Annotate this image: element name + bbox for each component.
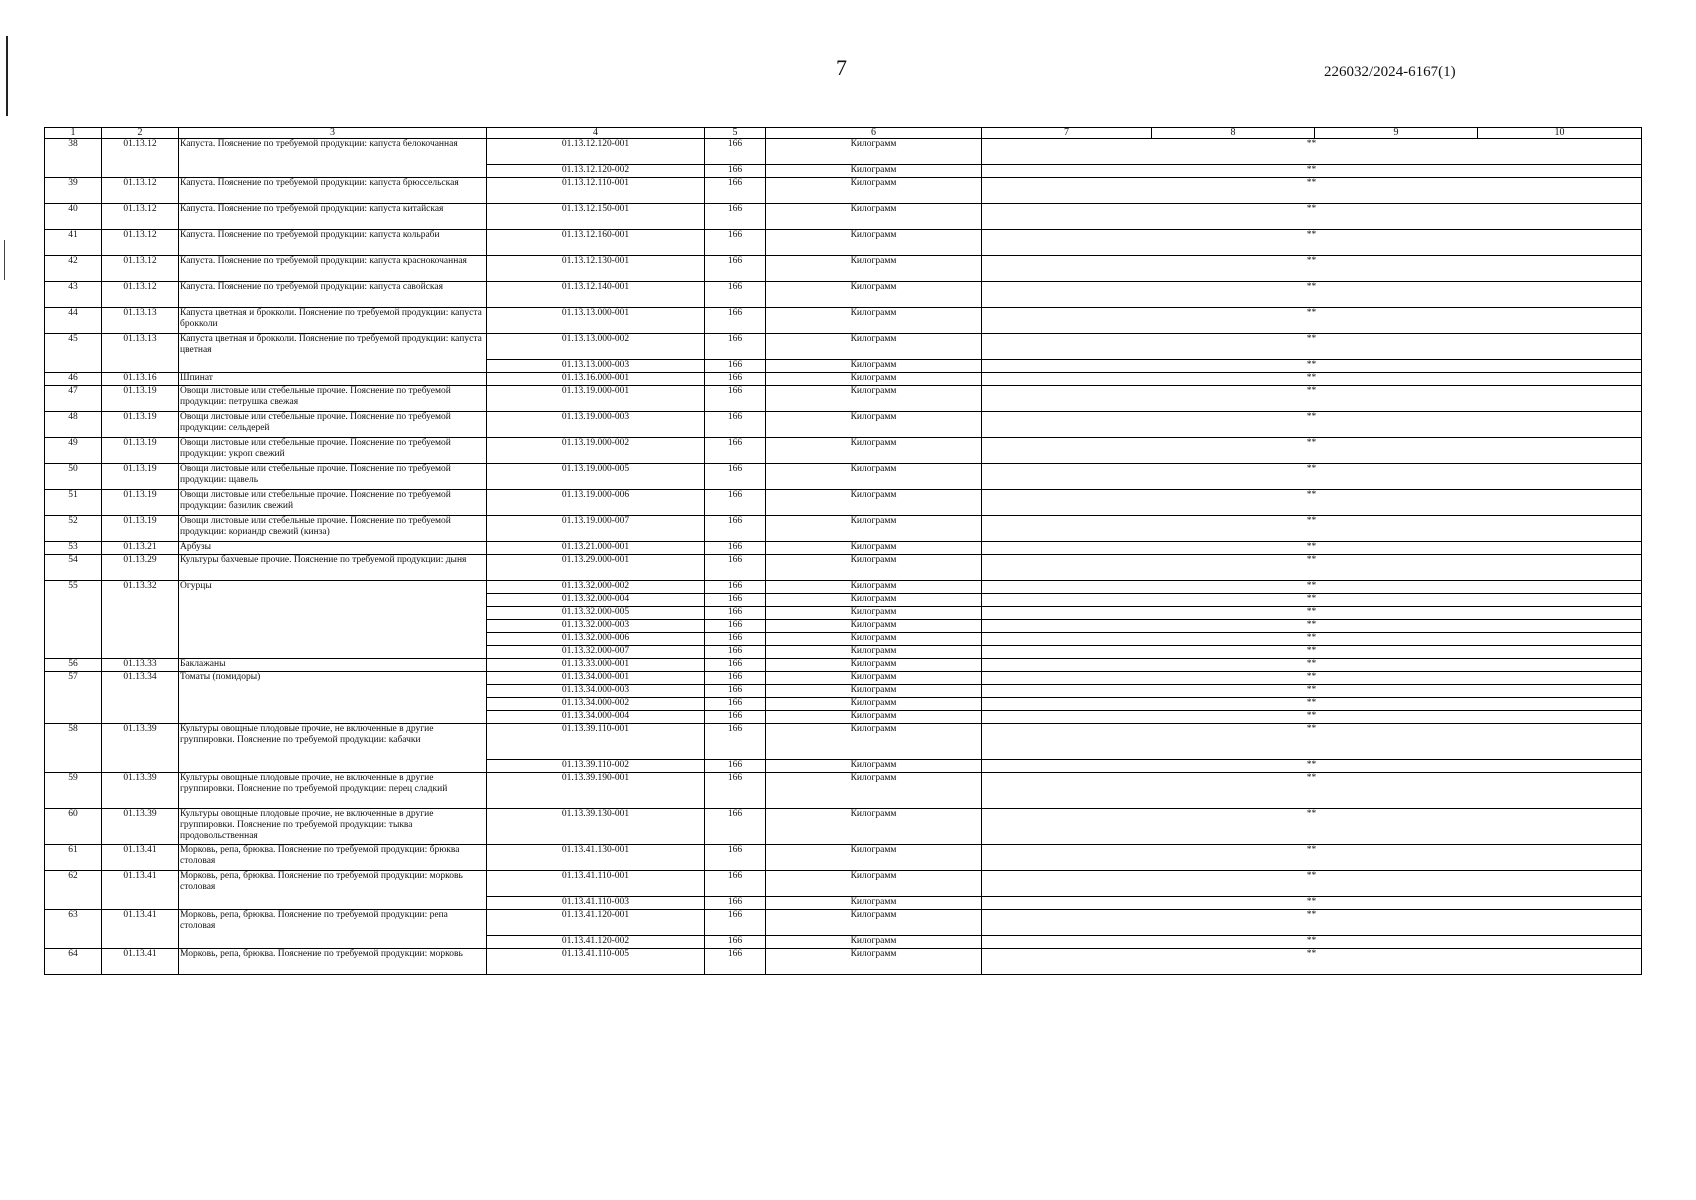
row-number: 40 [45,204,102,230]
okpd-code: 01.13.19 [102,490,179,516]
product-description: Шпинат [179,373,487,386]
requirement-mark: ** [982,685,1642,698]
product-description: Капуста. Пояснение по требуемой продукции: капуста краснокочанная [179,256,487,282]
okpd-code: 01.13.21 [102,542,179,555]
okpd-code: 01.13.19 [102,438,179,464]
unit-name: Килограмм [766,282,982,308]
ktru-code: 01.13.16.000-001 [487,373,705,386]
unit-code: 166 [705,282,766,308]
table-row [45,256,1642,282]
unit-code: 166 [705,646,766,659]
unit-name: Килограмм [766,685,982,698]
ktru-code: 01.13.19.000-005 [487,464,705,490]
unit-code: 166 [705,594,766,607]
unit-name: Килограмм [766,308,982,334]
ktru-code: 01.13.39.110-001 [487,724,705,760]
requirement-mark: ** [982,373,1642,386]
unit-name: Килограмм [766,773,982,809]
requirement-mark: ** [982,936,1642,949]
unit-code: 166 [705,845,766,871]
unit-name: Килограмм [766,845,982,871]
okpd-code: 01.13.12 [102,256,179,282]
okpd-code: 01.13.41 [102,871,179,910]
unit-name: Килограмм [766,581,982,594]
column-header: 6 [766,128,982,139]
unit-code: 166 [705,386,766,412]
unit-code: 166 [705,773,766,809]
product-description: Капуста цветная и брокколи. Пояснение по требуемой продукции: капуста брокколи [179,308,487,334]
requirement-mark: ** [982,809,1642,845]
unit-code: 166 [705,607,766,620]
product-description: Капуста. Пояснение по требуемой продукции: капуста савойская [179,282,487,308]
okpd-code: 01.13.41 [102,949,179,975]
row-number: 43 [45,282,102,308]
okpd-code: 01.13.41 [102,845,179,871]
ktru-code: 01.13.32.000-006 [487,633,705,646]
ktru-code: 01.13.41.110-001 [487,871,705,897]
table-body [45,139,1642,975]
column-header: 10 [1478,128,1642,139]
requirement-mark: ** [982,594,1642,607]
unit-code: 166 [705,871,766,897]
unit-code: 166 [705,230,766,256]
table-row [45,949,1642,975]
okpd-code: 01.13.19 [102,412,179,438]
product-description: Капуста цветная и брокколи. Пояснение по требуемой продукции: капуста цветная [179,334,487,373]
ktru-code: 01.13.39.110-002 [487,760,705,773]
ktru-code: 01.13.19.000-003 [487,412,705,438]
unit-name: Килограмм [766,139,982,165]
requirement-mark: ** [982,897,1642,910]
requirement-mark: ** [982,620,1642,633]
ktru-code: 01.13.39.130-001 [487,809,705,845]
unit-name: Килограмм [766,659,982,672]
ktru-code: 01.13.39.190-001 [487,773,705,809]
ktru-code: 01.13.12.120-002 [487,165,705,178]
row-number: 57 [45,672,102,724]
product-description: Морковь, репа, брюква. Пояснение по требуемой продукции: репа столовая [179,910,487,949]
okpd-code: 01.13.13 [102,308,179,334]
okpd-code: 01.13.41 [102,910,179,949]
ktru-code: 01.13.13.000-001 [487,308,705,334]
column-header: 7 [982,128,1152,139]
row-number: 56 [45,659,102,672]
unit-name: Килограмм [766,760,982,773]
unit-name: Килограмм [766,412,982,438]
ktru-code: 01.13.34.000-003 [487,685,705,698]
ktru-code: 01.13.34.000-002 [487,698,705,711]
unit-code: 166 [705,412,766,438]
table-row [45,809,1642,845]
row-number: 62 [45,871,102,910]
product-description: Овощи листовые или стебельные прочие. Пояснение по требуемой продукции: кориандр свежий (кинза) [179,516,487,542]
unit-code: 166 [705,897,766,910]
product-description: Томаты (помидоры) [179,672,487,724]
requirement-mark: ** [982,308,1642,334]
row-number: 48 [45,412,102,438]
unit-name: Килограмм [766,516,982,542]
unit-name: Килограмм [766,711,982,724]
table-row [45,659,1642,672]
table-row [45,373,1642,386]
requirement-mark: ** [982,845,1642,871]
table-row [45,845,1642,871]
unit-code: 166 [705,633,766,646]
row-number: 51 [45,490,102,516]
row-number: 41 [45,230,102,256]
table-row [45,308,1642,334]
requirement-mark: ** [982,724,1642,760]
unit-code: 166 [705,809,766,845]
requirement-mark: ** [982,204,1642,230]
unit-code: 166 [705,516,766,542]
ktru-code: 01.13.32.000-002 [487,581,705,594]
column-header: 3 [179,128,487,139]
row-number: 53 [45,542,102,555]
requirement-mark: ** [982,438,1642,464]
table-row [45,871,1642,897]
row-number: 50 [45,464,102,490]
document-reference: 226032/2024-6167(1) [1324,64,1456,80]
product-description: Морковь, репа, брюква. Пояснение по требуемой продукции: брюква столовая [179,845,487,871]
unit-name: Килограмм [766,386,982,412]
unit-code: 166 [705,685,766,698]
okpd-code: 01.13.12 [102,139,179,178]
row-number: 42 [45,256,102,282]
unit-name: Килограмм [766,373,982,386]
row-number: 61 [45,845,102,871]
ktru-code: 01.13.12.150-001 [487,204,705,230]
row-number: 64 [45,949,102,975]
ktru-code: 01.13.32.000-007 [487,646,705,659]
row-number: 49 [45,438,102,464]
product-description: Культуры овощные плодовые прочие, не включенные в другие группировки. Пояснение по требуемой продукции: перец сладкий [179,773,487,809]
requirement-mark: ** [982,760,1642,773]
ktru-code: 01.13.41.130-001 [487,845,705,871]
unit-code: 166 [705,373,766,386]
unit-name: Килограмм [766,871,982,897]
product-description: Капуста. Пояснение по требуемой продукции: капуста брюссельская [179,178,487,204]
ktru-code: 01.13.32.000-003 [487,620,705,633]
okpd-code: 01.13.39 [102,809,179,845]
ktru-code: 01.13.19.000-002 [487,438,705,464]
unit-code: 166 [705,360,766,373]
ktru-code: 01.13.34.000-001 [487,672,705,685]
requirement-mark: ** [982,282,1642,308]
unit-code: 166 [705,178,766,204]
unit-code: 166 [705,724,766,760]
column-header: 2 [102,128,179,139]
unit-code: 166 [705,760,766,773]
ktru-code: 01.13.41.120-001 [487,910,705,936]
table-row [45,724,1642,760]
requirement-mark: ** [982,555,1642,581]
unit-code: 166 [705,204,766,230]
ktru-code: 01.13.41.120-002 [487,936,705,949]
requirement-mark: ** [982,139,1642,165]
requirement-mark: ** [982,910,1642,936]
product-description: Огурцы [179,581,487,659]
unit-name: Килограмм [766,542,982,555]
unit-name: Килограмм [766,897,982,910]
unit-code: 166 [705,438,766,464]
product-description: Овощи листовые или стебельные прочие. Пояснение по требуемой продукции: сельдерей [179,412,487,438]
ktru-code: 01.13.12.140-001 [487,282,705,308]
requirement-mark: ** [982,334,1642,360]
product-description: Культуры овощные плодовые прочие, не включенные в другие группировки. Пояснение по требуемой продукции: тыква продовольственная [179,809,487,845]
product-description: Культуры овощные плодовые прочие, не включенные в другие группировки. Пояснение по требуемой продукции: кабачки [179,724,487,773]
product-description: Овощи листовые или стебельные прочие. Пояснение по требуемой продукции: петрушка свежая [179,386,487,412]
okpd-code: 01.13.19 [102,464,179,490]
row-number: 46 [45,373,102,386]
table-row [45,910,1642,936]
ktru-code: 01.13.13.000-003 [487,360,705,373]
ktru-code: 01.13.41.110-003 [487,897,705,910]
table-row [45,386,1642,412]
unit-name: Килограмм [766,607,982,620]
requirement-mark: ** [982,672,1642,685]
unit-code: 166 [705,308,766,334]
unit-name: Килограмм [766,724,982,760]
requirement-mark: ** [982,386,1642,412]
okpd-code: 01.13.12 [102,204,179,230]
requirement-mark: ** [982,165,1642,178]
unit-code: 166 [705,256,766,282]
okpd-code: 01.13.19 [102,386,179,412]
product-description: Арбузы [179,542,487,555]
ktru-code: 01.13.32.000-005 [487,607,705,620]
unit-name: Килограмм [766,620,982,633]
requirement-mark: ** [982,659,1642,672]
requirement-mark: ** [982,516,1642,542]
table-row [45,334,1642,360]
okpd-code: 01.13.19 [102,516,179,542]
requirement-mark: ** [982,607,1642,620]
unit-name: Килограмм [766,438,982,464]
table-row [45,555,1642,581]
unit-name: Килограмм [766,949,982,975]
scan-edge-mark [4,240,5,280]
row-number: 55 [45,581,102,659]
row-number: 59 [45,773,102,809]
okpd-code: 01.13.39 [102,724,179,773]
product-description: Баклажаны [179,659,487,672]
column-header: 9 [1315,128,1478,139]
unit-name: Килограмм [766,646,982,659]
okpd-code: 01.13.39 [102,773,179,809]
unit-name: Килограмм [766,178,982,204]
requirement-mark: ** [982,633,1642,646]
ktru-code: 01.13.21.000-001 [487,542,705,555]
unit-code: 166 [705,910,766,936]
ktru-code: 01.13.33.000-001 [487,659,705,672]
unit-name: Килограмм [766,809,982,845]
table-row [45,464,1642,490]
row-number: 58 [45,724,102,773]
table-row [45,542,1642,555]
table-row [45,438,1642,464]
products-table [44,127,1642,975]
product-description: Овощи листовые или стебельные прочие. Пояснение по требуемой продукции: щавель [179,464,487,490]
unit-code: 166 [705,542,766,555]
table-row [45,773,1642,809]
ktru-code: 01.13.32.000-004 [487,594,705,607]
table-row [45,412,1642,438]
table-row [45,178,1642,204]
ktru-code: 01.13.41.110-005 [487,949,705,975]
ktru-code: 01.13.12.160-001 [487,230,705,256]
okpd-code: 01.13.12 [102,230,179,256]
unit-code: 166 [705,659,766,672]
ktru-code: 01.13.12.110-001 [487,178,705,204]
scan-edge-mark [6,36,8,116]
product-description: Овощи листовые или стебельные прочие. Пояснение по требуемой продукции: базилик свежий [179,490,487,516]
column-header: 8 [1152,128,1315,139]
unit-code: 166 [705,555,766,581]
table-row [45,282,1642,308]
row-number: 39 [45,178,102,204]
unit-name: Килограмм [766,334,982,360]
column-header: 4 [487,128,705,139]
page-number: 7 [836,55,847,80]
okpd-code: 01.13.29 [102,555,179,581]
unit-code: 166 [705,334,766,360]
unit-code: 166 [705,620,766,633]
header-row [45,128,1642,139]
unit-code: 166 [705,139,766,165]
column-header: 1 [45,128,102,139]
unit-name: Килограмм [766,360,982,373]
requirement-mark: ** [982,646,1642,659]
requirement-mark: ** [982,581,1642,594]
product-description: Капуста. Пояснение по требуемой продукции: капуста китайская [179,204,487,230]
unit-name: Килограмм [766,464,982,490]
ktru-code: 01.13.34.000-004 [487,711,705,724]
product-description: Овощи листовые или стебельные прочие. Пояснение по требуемой продукции: укроп свежий [179,438,487,464]
row-number: 45 [45,334,102,373]
table-row [45,581,1642,594]
unit-name: Килограмм [766,230,982,256]
row-number: 52 [45,516,102,542]
unit-name: Килограмм [766,672,982,685]
okpd-code: 01.13.33 [102,659,179,672]
unit-name: Килограмм [766,555,982,581]
requirement-mark: ** [982,412,1642,438]
unit-name: Килограмм [766,910,982,936]
table-row [45,516,1642,542]
unit-name: Килограмм [766,256,982,282]
table-row [45,230,1642,256]
requirement-mark: ** [982,464,1642,490]
requirement-mark: ** [982,871,1642,897]
unit-code: 166 [705,949,766,975]
unit-name: Килограмм [766,594,982,607]
okpd-code: 01.13.16 [102,373,179,386]
requirement-mark: ** [982,490,1642,516]
row-number: 47 [45,386,102,412]
table-row [45,672,1642,685]
unit-name: Килограмм [766,633,982,646]
okpd-code: 01.13.12 [102,178,179,204]
unit-name: Килограмм [766,204,982,230]
unit-code: 166 [705,711,766,724]
row-number: 38 [45,139,102,178]
ktru-code: 01.13.19.000-007 [487,516,705,542]
row-number: 63 [45,910,102,949]
product-description: Морковь, репа, брюква. Пояснение по требуемой продукции: морковь столовая [179,871,487,910]
row-number: 44 [45,308,102,334]
unit-code: 166 [705,464,766,490]
ktru-code: 01.13.12.130-001 [487,256,705,282]
requirement-mark: ** [982,773,1642,809]
table-row [45,139,1642,165]
unit-name: Килограмм [766,490,982,516]
okpd-code: 01.13.32 [102,581,179,659]
requirement-mark: ** [982,360,1642,373]
unit-code: 166 [705,165,766,178]
okpd-code: 01.13.13 [102,334,179,373]
unit-code: 166 [705,698,766,711]
requirement-mark: ** [982,698,1642,711]
unit-name: Килограмм [766,936,982,949]
row-number: 60 [45,809,102,845]
ktru-code: 01.13.13.000-002 [487,334,705,360]
requirement-mark: ** [982,230,1642,256]
unit-code: 166 [705,581,766,594]
product-description: Морковь, репа, брюква. Пояснение по требуемой продукции: морковь [179,949,487,975]
okpd-code: 01.13.34 [102,672,179,724]
product-description: Капуста. Пояснение по требуемой продукции: капуста кольраби [179,230,487,256]
unit-code: 166 [705,490,766,516]
requirement-mark: ** [982,542,1642,555]
row-number: 54 [45,555,102,581]
product-description: Культуры бахчевые прочие. Пояснение по требуемой продукции: дыня [179,555,487,581]
unit-name: Килограмм [766,698,982,711]
column-header: 5 [705,128,766,139]
ktru-code: 01.13.12.120-001 [487,139,705,165]
requirement-mark: ** [982,711,1642,724]
requirement-mark: ** [982,178,1642,204]
table-row [45,490,1642,516]
ktru-code: 01.13.19.000-001 [487,386,705,412]
requirement-mark: ** [982,949,1642,975]
unit-code: 166 [705,936,766,949]
unit-code: 166 [705,672,766,685]
unit-name: Килограмм [766,165,982,178]
okpd-code: 01.13.12 [102,282,179,308]
table-row [45,204,1642,230]
product-description: Капуста. Пояснение по требуемой продукции: капуста белокочанная [179,139,487,178]
ktru-code: 01.13.29.000-001 [487,555,705,581]
ktru-code: 01.13.19.000-006 [487,490,705,516]
requirement-mark: ** [982,256,1642,282]
